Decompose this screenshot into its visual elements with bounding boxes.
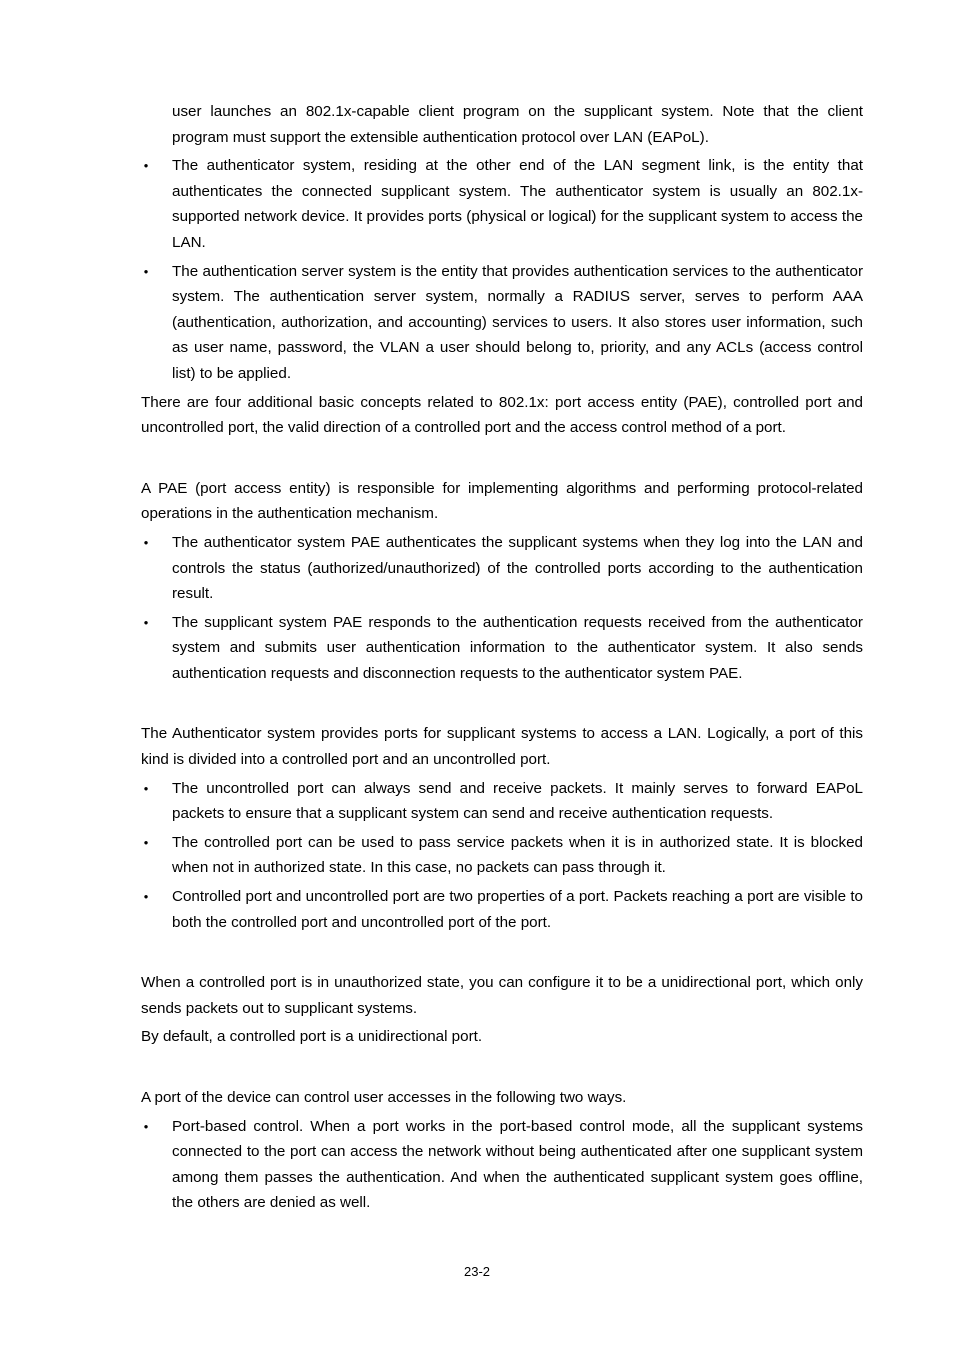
bullet-item	[141, 776, 863, 827]
section-spacer	[141, 1050, 863, 1082]
bullet-item	[141, 1114, 863, 1216]
bullet-text: The authenticator system, residing at the other end of the LAN segment link, is the entity that authenticates the connected supplicant system. The authenticator system is usually an 802.1x-supported network device. It provides ports (physical or logical) for the supplicant system to access the LAN.	[172, 157, 863, 251]
page-body	[141, 99, 863, 1216]
bullet-item	[141, 153, 863, 255]
bullet-icon	[141, 530, 151, 556]
bullet-icon	[141, 610, 151, 636]
page-number: 23-2	[463, 1264, 491, 1279]
paragraph: When a controlled port is in unauthorized state, you can configure it to be a unidirectional port, which only sends packets out to supplicant systems.	[141, 974, 863, 1017]
section-spacer	[141, 935, 863, 967]
bullet-continuation: user launches an 802.1x-capable client program on the supplicant system. Note that the client program must support the extensible authentication protocol over LAN (EAPoL).	[172, 103, 863, 146]
bullet-item	[141, 259, 863, 387]
bullet-text: Port-based control. When a port works in the port-based control mode, all the supplicant systems connected to the port can access the network without being authenticated after one supplicant system among them passes the authentication. And when the authenticated supplicant system goes offline, the others are denied as well.	[172, 1117, 863, 1212]
paragraph: There are four additional basic concepts related to 802.1x: port access entity (PAE), controlled port and uncontrolled port, the valid direction of a controlled port and the access control method of a port.	[141, 393, 863, 437]
bullet-icon	[141, 830, 151, 856]
bullet-item	[141, 530, 863, 607]
paragraph: A PAE (port access entity) is responsible for implementing algorithms and performing protocol-related operations in the authentication mechanism.	[141, 479, 863, 523]
bullet-text: The controlled port can be used to pass service packets when it is in authorized state. It is blocked when not in authorized state. In this case, no packets can pass through it.	[172, 833, 863, 877]
bullet-icon	[141, 1114, 151, 1140]
bullet-text: The uncontrolled port can always send and receive packets. It mainly serves to forward EAPoL packets to ensure that a supplicant system can send and receive authentication requests.	[172, 779, 863, 823]
bullet-text: The supplicant system PAE responds to the authentication requests received from the authenticator system and submits user authentication information to the authenticator system. It also sends authentication requests and disconnection requests to the authenticator system PAE.	[172, 613, 863, 682]
section-spacer	[141, 686, 863, 718]
paragraph: A port of the device can control user accesses in the following two ways.	[141, 1089, 627, 1106]
bullet-text: Controlled port and uncontrolled port are two properties of a port. Packets reaching a port are visible to both the controlled port and uncontrolled port of the port.	[172, 888, 863, 931]
paragraph: By default, a controlled port is a unidirectional port.	[141, 1028, 483, 1046]
bullet-item	[141, 830, 863, 881]
bullet-item	[141, 884, 863, 935]
bullet-item	[141, 610, 863, 687]
bullet-text: The authentication server system is the entity that provides authentication services to the authenticator system. The authentication server system, normally a RADIUS server, serves to perform AAA (authentication, authorization, and accounting) services to users. It also stores user information, such as user name, password, the VLAN a user should belong to, priority, and any ACLs (access control list) to be applied.	[172, 262, 863, 382]
bullet-icon	[141, 884, 151, 910]
bullet-text: The authenticator system PAE authenticates the supplicant systems when they log into the LAN and controls the status (authorized/unauthorized) of the controlled ports according to the authentication result.	[172, 533, 863, 603]
bullet-icon	[141, 153, 151, 179]
bullet-icon	[141, 259, 151, 285]
section-spacer	[141, 441, 863, 473]
paragraph: The Authenticator system provides ports for supplicant systems to access a LAN. Logically, a port of this kind is divided into a controlled port and an uncontrolled port.	[141, 725, 863, 769]
bullet-icon	[141, 776, 151, 802]
